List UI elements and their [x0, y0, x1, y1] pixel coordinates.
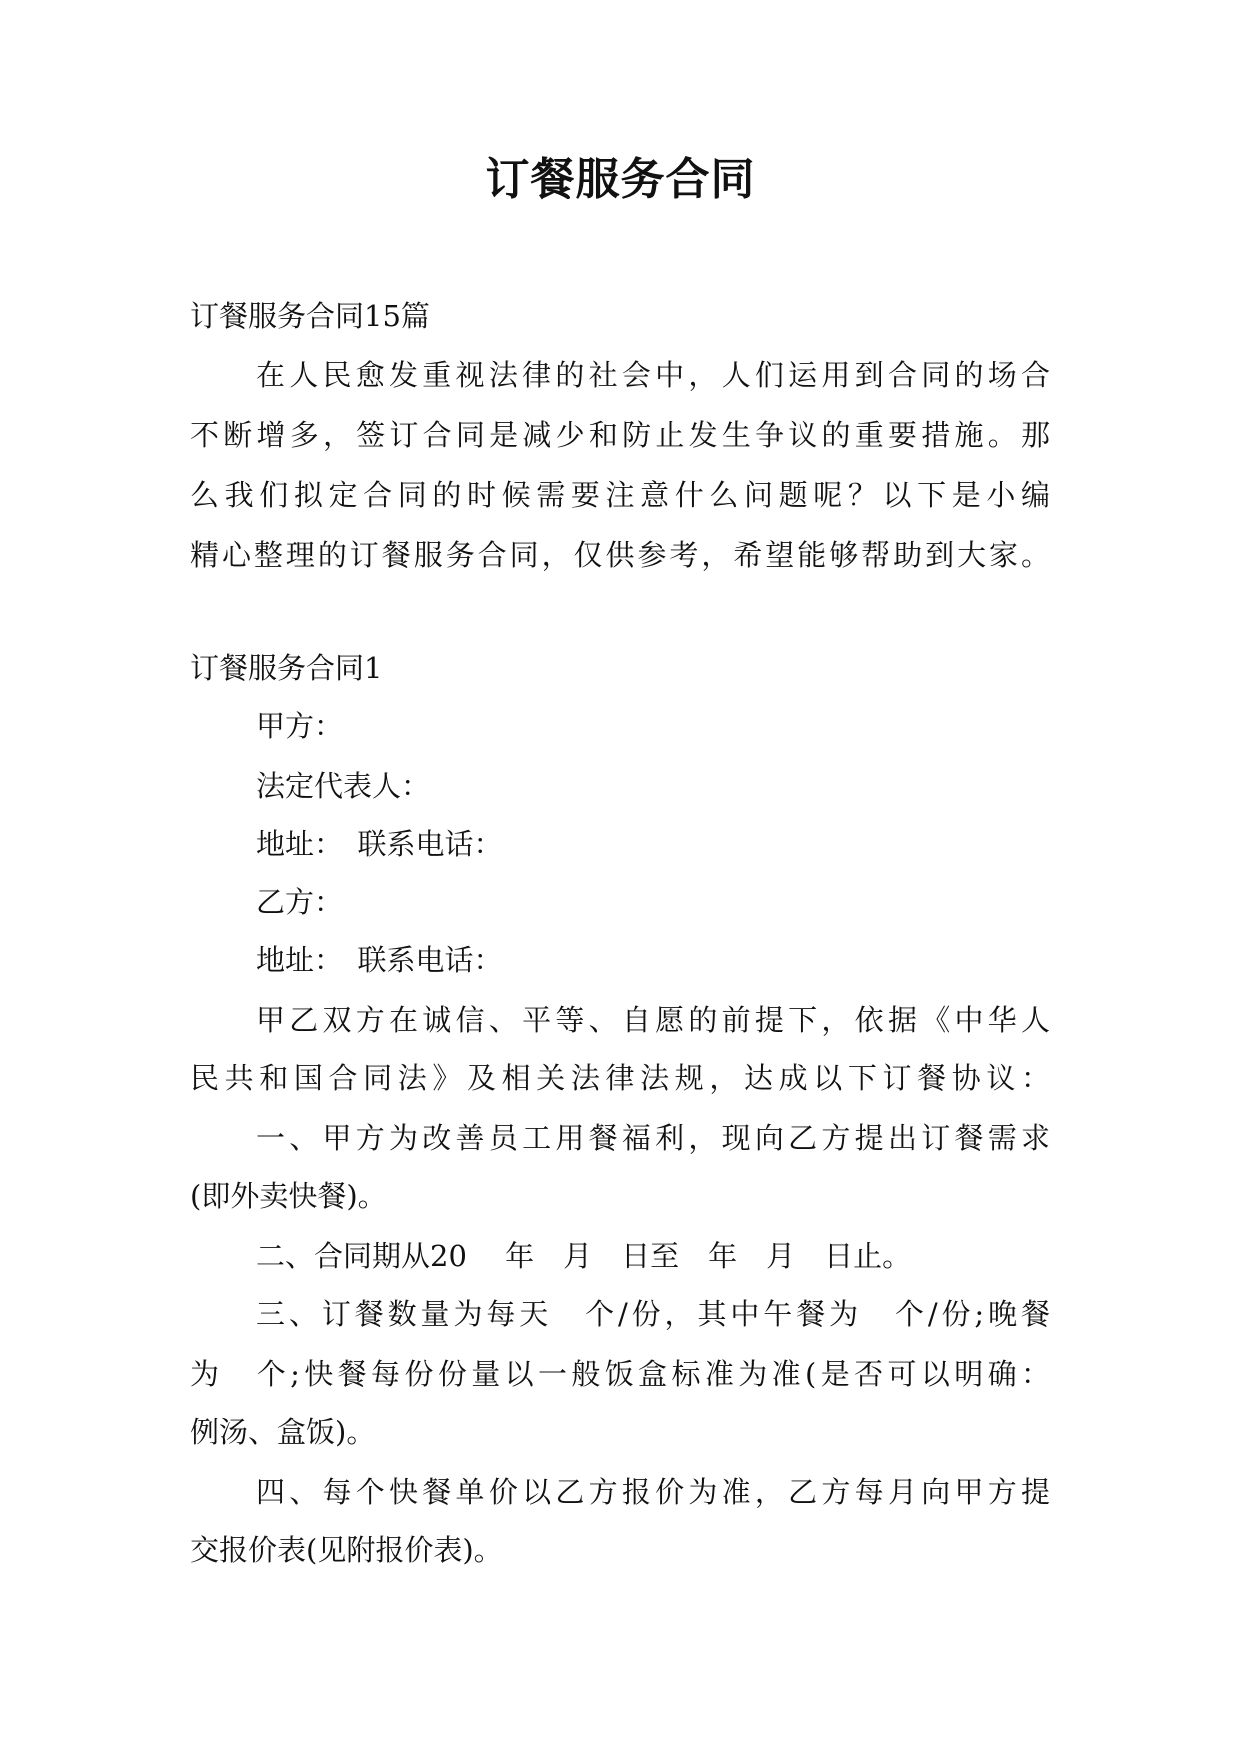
clause-3-line-1: 三、订餐数量为每天 个/份，其中午餐为 个/份;晚餐 — [256, 1297, 1050, 1331]
intro-line-2: 不断增多，签订合同是减少和防止发生争议的重要措施。那 — [190, 418, 1050, 452]
clause-3-line-2: 为 个;快餐每份份量以一般饭盒标准为准(是否可以明确： — [190, 1357, 1050, 1391]
preamble-line-2: 民共和国合同法》及相关法律法规，达成以下订餐协议： — [190, 1061, 1050, 1095]
clause-4-line-1: 四、每个快餐单价以乙方报价为准，乙方每月向甲方提 — [256, 1475, 1050, 1509]
intro-line-1: 在人民愈发重视法律的社会中，人们运用到合同的场合 — [256, 358, 1050, 392]
clause-2: 二、合同期从20 年 月 日至 年 月 日止。 — [256, 1239, 912, 1273]
party-a-label: 甲方： — [256, 709, 344, 743]
party-b-address-label: 地址： 联系电话： — [256, 943, 503, 977]
intro-line-3: 么我们拟定合同的时候需要注意什么问题呢？以下是小编 — [190, 478, 1050, 512]
clause-1-line-2: (即外卖快餐)。 — [190, 1179, 387, 1213]
clause-4-line-2: 交报价表(见附报价表)。 — [190, 1533, 503, 1567]
party-b-label: 乙方： — [256, 885, 344, 919]
clause-3-line-3: 例汤、盒饭)。 — [190, 1415, 376, 1449]
party-a-address-label: 地址： 联系电话： — [256, 827, 503, 861]
intro-line-4: 精心整理的订餐服务合同，仅供参考，希望能够帮助到大家。 — [190, 538, 1050, 572]
section-heading: 订餐服务合同1 — [190, 651, 383, 685]
legal-representative-label: 法定代表人： — [256, 769, 431, 803]
preamble-line-1: 甲乙双方在诚信、平等、自愿的前提下，依据《中华人 — [256, 1003, 1050, 1037]
clause-1-line-1: 一、甲方为改善员工用餐福利，现向乙方提出订餐需求 — [256, 1121, 1050, 1155]
document-title: 订餐服务合同 — [485, 154, 756, 205]
document-subtitle: 订餐服务合同15篇 — [190, 299, 430, 333]
